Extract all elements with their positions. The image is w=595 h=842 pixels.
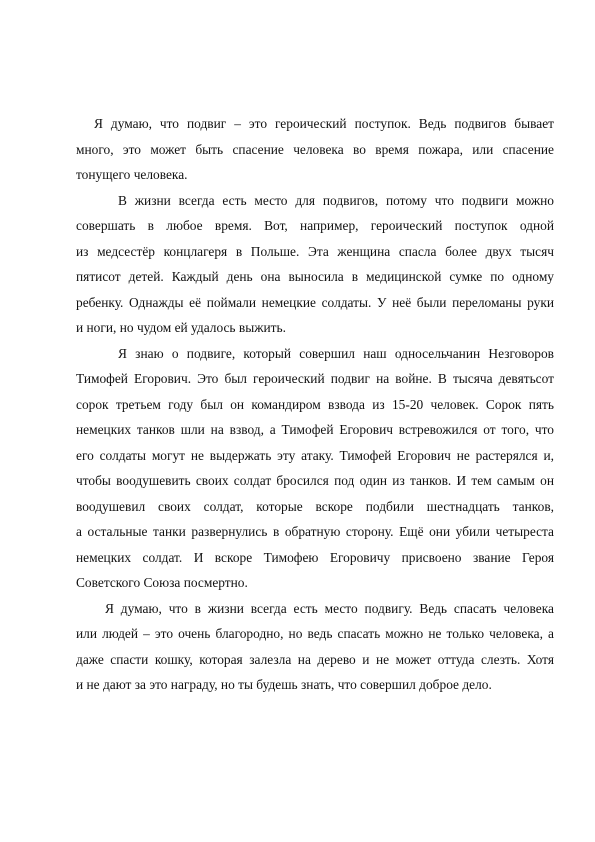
text-line: чтобы воодушевить своих солдат бросился под один из танков. И тем самым он	[76, 473, 554, 488]
text-line: В жизни всегда есть место для подвигов, потому что подвиги можно	[118, 192, 554, 208]
text-line: из медсестёр концлагеря в Польше. Эта женщина спасла более двух тысяч	[76, 243, 554, 259]
text-line: Тимофей Егорович. Это был героический подвиг на войне. В тысяча девятьсот	[76, 371, 554, 386]
text-line: Советского Союза посмертно.	[76, 575, 248, 590]
paragraph-3	[76, 341, 554, 596]
text-line: и не дают за это награду, но ты будешь знать, что совершил доброе дело.	[76, 677, 492, 692]
text-line: немецких танков шли на взвод, а Тимофей Егорович встревожился от того, что	[76, 422, 554, 437]
text-line: Я думаю, что в жизни всегда есть место подвигу. Ведь спасать человека	[105, 600, 554, 616]
text-line: и ноги, но чудом ей удалось выжить.	[76, 320, 286, 335]
text-line: или людей – это очень благородно, но ведь спасать можно не только человека, а	[76, 626, 554, 641]
text-line: тонущего человека.	[76, 167, 188, 182]
text-line: а остальные танки развернулись в обратную сторону. Ещё они убили четыреста	[76, 524, 554, 539]
essay-text	[76, 111, 554, 698]
text-line: Я думаю, что подвиг – это героический поступок. Ведь подвигов бывает	[94, 116, 554, 131]
paragraph-1	[76, 111, 554, 188]
text-line: совершать в любое время. Вот, например, героический поступок одной	[76, 218, 554, 233]
text-line: пятисот детей. Каждый день она выносила в медицинской сумке по одному	[76, 269, 554, 284]
paragraph-4	[76, 596, 554, 698]
text-line: немецких солдат. И вскоре Тимофею Егоровичу присвоено звание Героя	[76, 549, 554, 565]
text-line: воодушевил своих солдат, которые вскоре подбили шестнадцать танков,	[76, 498, 554, 514]
text-line: ребенку. Однажды её поймали немецкие солдаты. У неё были переломаны руки	[76, 294, 554, 310]
text-line: много, это может быть спасение человека во время пожара, или спасение	[76, 141, 554, 157]
text-line: Я знаю о подвиге, который совершил наш односельчанин Незговоров	[118, 345, 554, 361]
text-line: даже спасти кошку, которая залезла на дерево и не может оттуда слезть. Хотя	[76, 651, 554, 667]
text-line: сорок третьем году был он командиром взвода из 15-20 человек. Сорок пять	[76, 396, 554, 412]
paragraph-2	[76, 188, 554, 341]
text-line: его солдаты могут не выдержать эту атаку. Тимофей Егорович не растерялся и,	[76, 447, 554, 463]
